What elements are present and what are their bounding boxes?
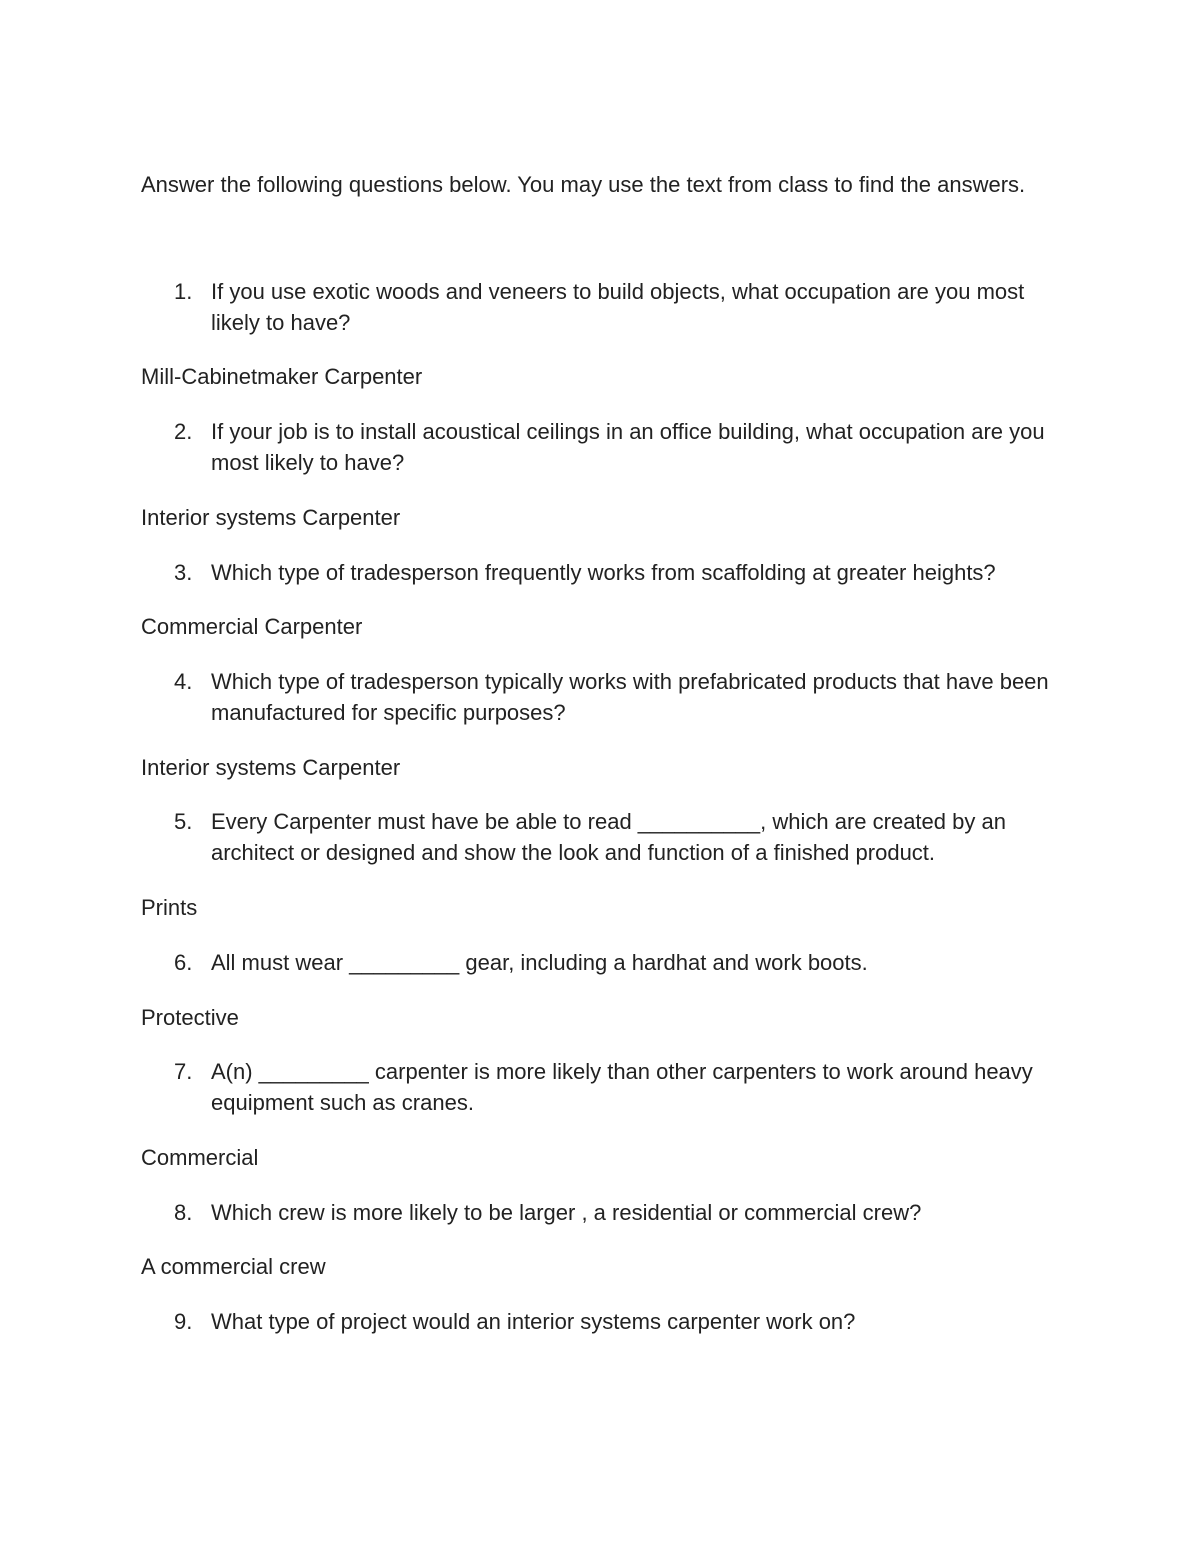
question-number: 4. bbox=[174, 669, 193, 694]
answer-7: Commercial bbox=[141, 1145, 259, 1170]
question-text: Which crew is more likely to be larger , a residential or commercial crew? bbox=[211, 1200, 922, 1225]
question-text: Which type of tradesperson frequently works from scaffolding at greater heights? bbox=[211, 560, 996, 585]
question-number: 8. bbox=[174, 1200, 193, 1225]
question-1 bbox=[174, 276, 1054, 338]
answer-1: Mill-Cabinetmaker Carpenter bbox=[141, 364, 423, 389]
question-text: All must wear _________ gear, including a hardhat and work boots. bbox=[211, 950, 868, 975]
question-number: 1. bbox=[174, 279, 193, 304]
question-4 bbox=[174, 666, 1054, 728]
question-9 bbox=[174, 1306, 1054, 1337]
question-number: 9. bbox=[174, 1309, 193, 1334]
answer-4: Interior systems Carpenter bbox=[141, 755, 401, 780]
question-text: If you use exotic woods and veneers to build objects, what occupation are you most likely to have? bbox=[211, 279, 1025, 335]
question-text: If your job is to install acoustical ceilings in an office building, what occupation are you most likely to have? bbox=[211, 419, 1045, 475]
question-number: 3. bbox=[174, 560, 193, 585]
answer-6: Protective bbox=[141, 1005, 239, 1030]
question-text: What type of project would an interior systems carpenter work on? bbox=[211, 1309, 856, 1334]
question-number: 7. bbox=[174, 1059, 193, 1084]
question-5 bbox=[174, 806, 1054, 868]
question-6 bbox=[174, 947, 1054, 978]
question-text: Which type of tradesperson typically works with prefabricated products that have been manufactured for specific purposes? bbox=[211, 669, 1049, 725]
question-2 bbox=[174, 416, 1054, 478]
question-number: 2. bbox=[174, 419, 193, 444]
question-8 bbox=[174, 1197, 1054, 1228]
answer-2: Interior systems Carpenter bbox=[141, 505, 401, 530]
question-number: 5. bbox=[174, 809, 193, 834]
instructions-text: Answer the following questions below. You may use the text from class to find the answers. bbox=[141, 172, 1026, 197]
question-number: 6. bbox=[174, 950, 193, 975]
question-text: Every Carpenter must have be able to read __________, which are created by an architect or designed and show the look and function of a finished product. bbox=[211, 809, 1006, 865]
answer-3: Commercial Carpenter bbox=[141, 614, 363, 639]
question-7 bbox=[174, 1056, 1054, 1118]
question-3 bbox=[174, 557, 1054, 588]
answer-8: A commercial crew bbox=[141, 1254, 326, 1279]
question-text: A(n) _________ carpenter is more likely than other carpenters to work around heavy equipment such as cranes. bbox=[211, 1059, 1033, 1115]
answer-5: Prints bbox=[141, 895, 198, 920]
